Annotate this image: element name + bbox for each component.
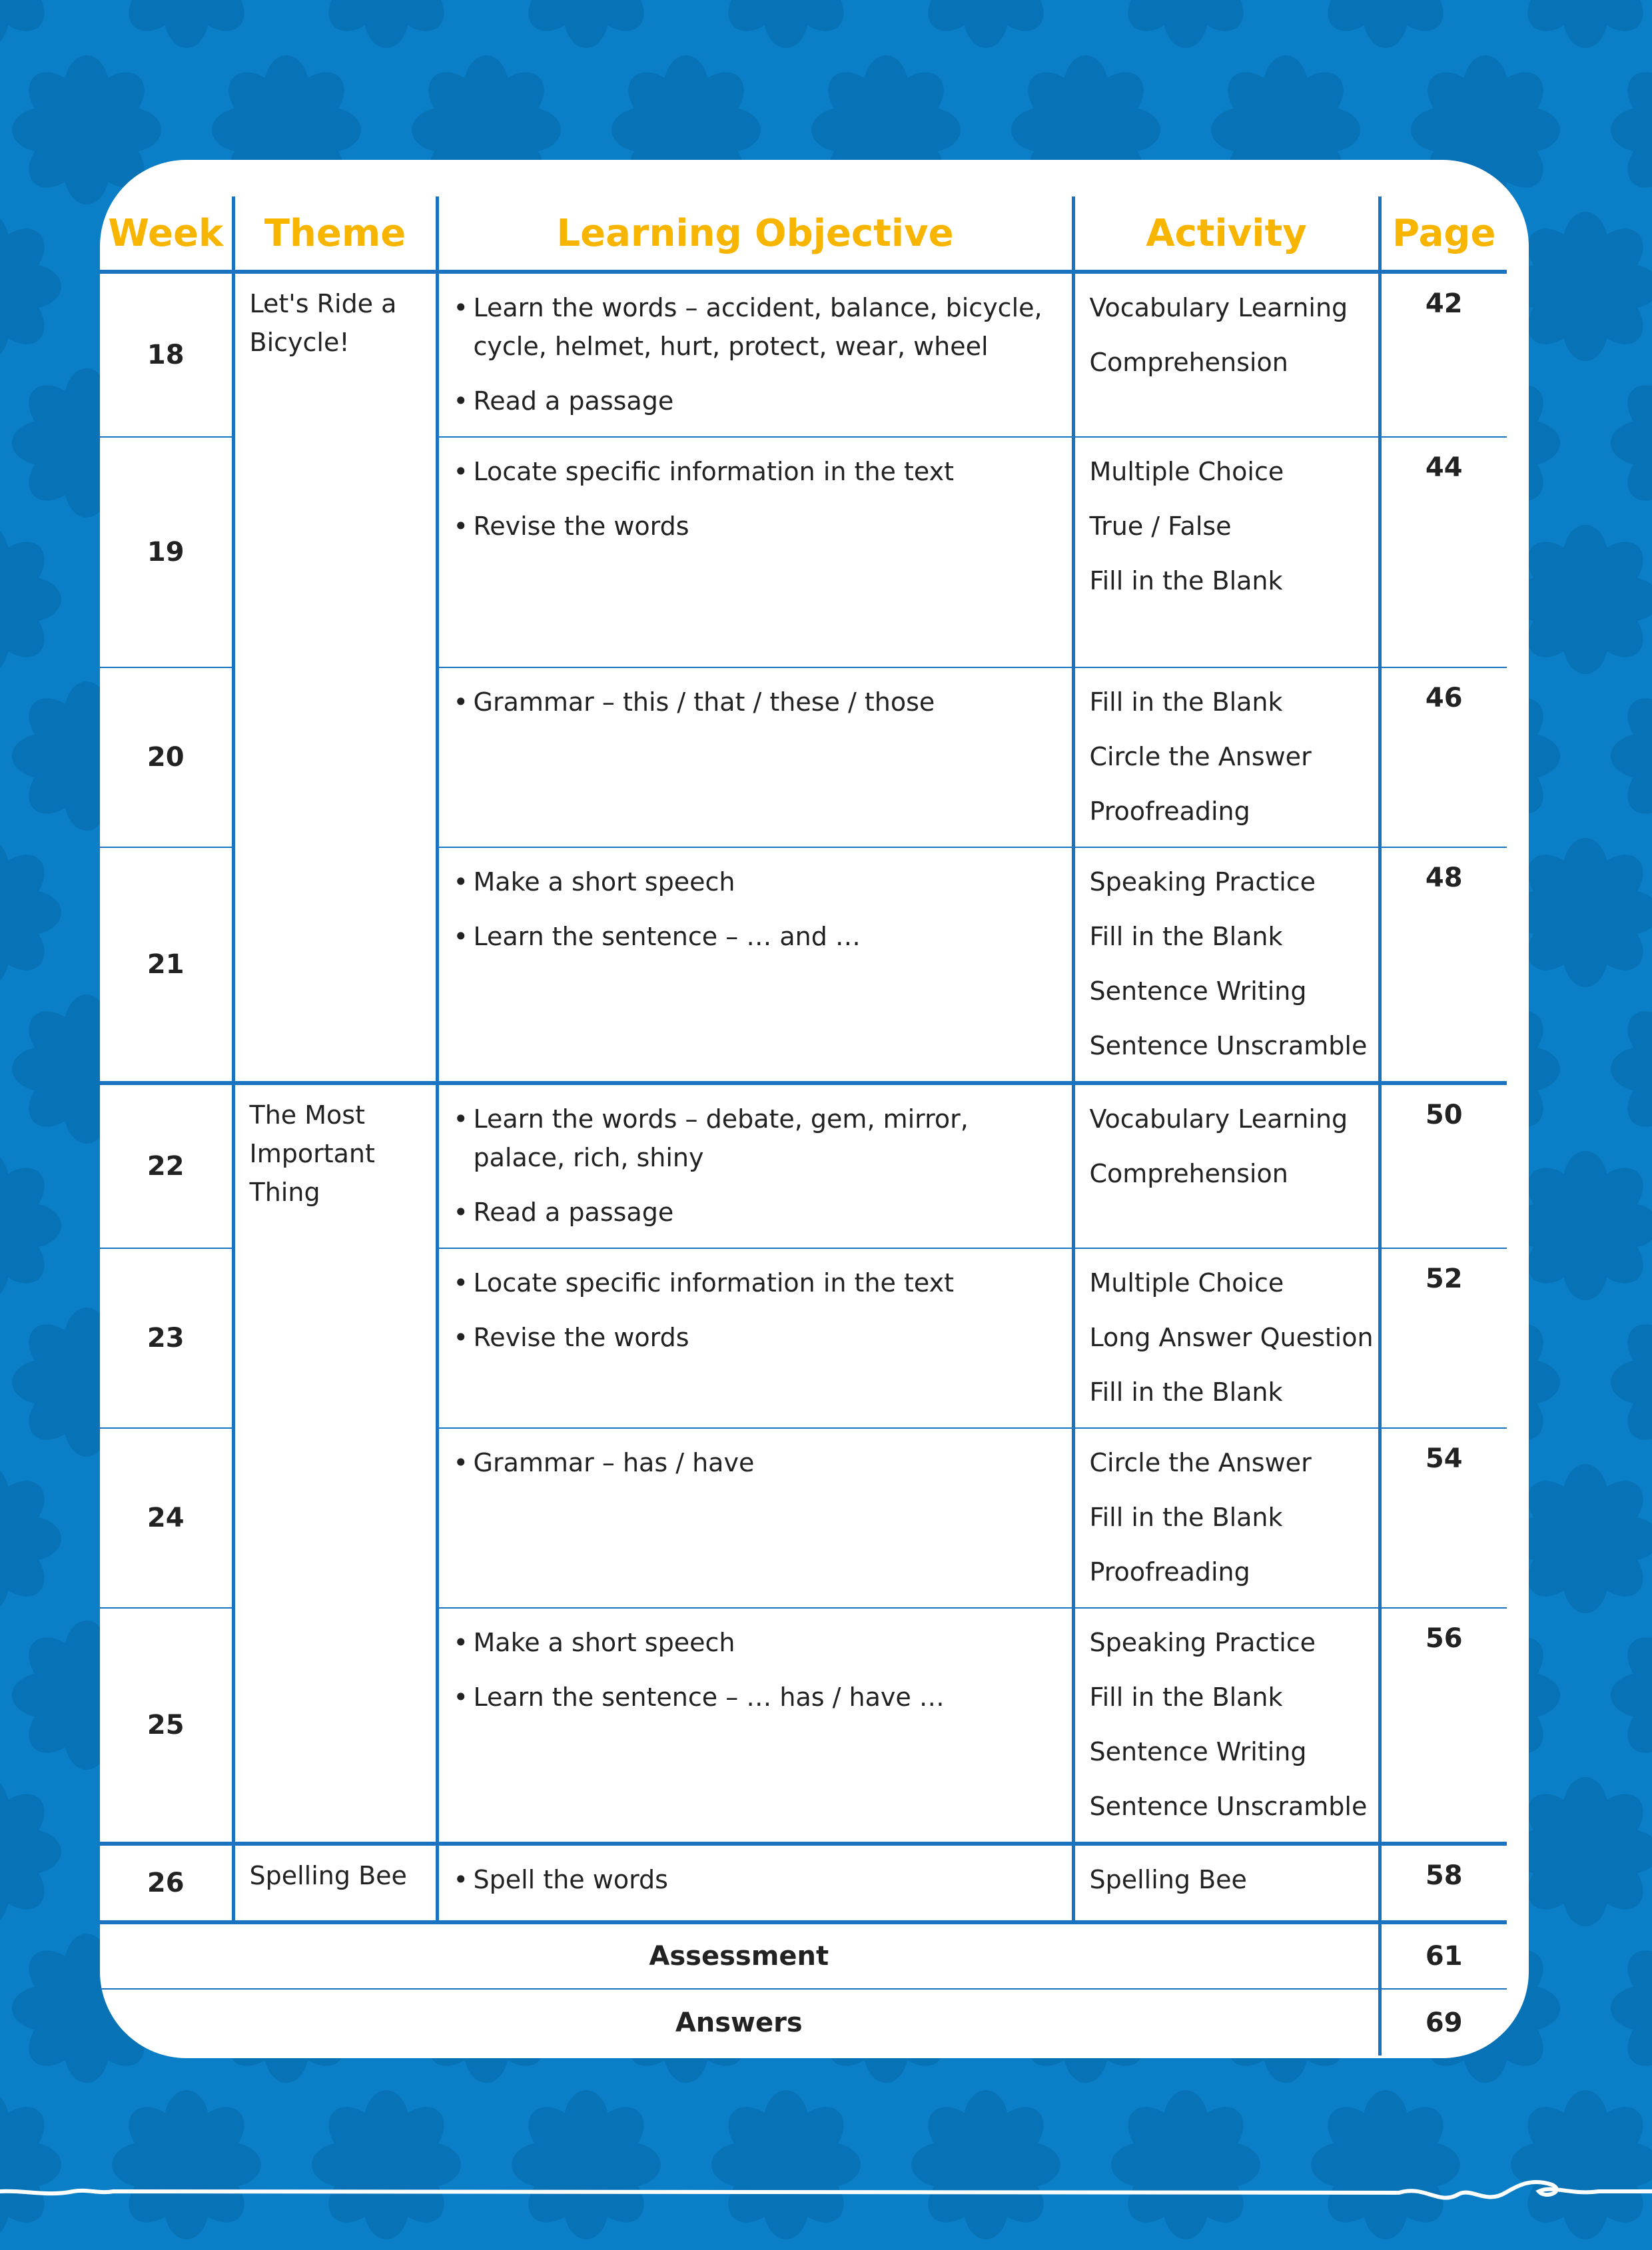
activity-item: Circle the Answer xyxy=(1089,742,1312,771)
assessment-label: Assessment xyxy=(100,1922,1380,1989)
activity-item: Comprehension xyxy=(1089,348,1288,377)
theme-name: Let's Ride a Bicycle! xyxy=(233,272,437,1083)
header-row xyxy=(100,196,1507,272)
activity-item: Proofreading xyxy=(1089,797,1250,826)
flower-shape xyxy=(1611,994,1652,1144)
answers-row xyxy=(100,1989,1507,2056)
flower-shape xyxy=(1611,55,1652,204)
objective-item: • Read a passage xyxy=(453,386,674,416)
page-number: 61 xyxy=(1380,1922,1507,1989)
flower-shape xyxy=(1511,838,1652,987)
objective-item: • Learn the words – accident, balance, bicycle, cycle, helmet, hurt, protect, wear, wheel xyxy=(453,293,1042,361)
activity-cell xyxy=(1073,1844,1380,1922)
page-number: 50 xyxy=(1380,1083,1507,1248)
flower-shape xyxy=(0,838,61,987)
page-number: 58 xyxy=(1380,1844,1507,1922)
objective-item: • Make a short speech xyxy=(453,867,735,897)
flower-shape xyxy=(1511,212,1652,361)
activity-item: Sentence Unscramble xyxy=(1089,1792,1368,1821)
activity-item: Fill in the Blank xyxy=(1089,1503,1283,1532)
objective-header: Learning Objective xyxy=(437,196,1073,272)
answers-label: Answers xyxy=(100,1989,1380,2056)
flower-shape xyxy=(1611,1621,1652,1770)
flower-shape xyxy=(1511,1464,1652,1613)
activity-item: Comprehension xyxy=(1089,1159,1288,1188)
activity-cell xyxy=(1073,1428,1380,1608)
activity-item: Sentence Writing xyxy=(1089,976,1307,1006)
flower-shape xyxy=(1611,1934,1652,2083)
objective-cell xyxy=(437,1844,1073,1922)
week-number: 23 xyxy=(100,1248,233,1428)
objective-cell xyxy=(437,1428,1073,1608)
flower-shape xyxy=(1511,1777,1652,1926)
activity-cell xyxy=(1073,847,1380,1083)
theme-name: Spelling Bee xyxy=(233,1844,437,1922)
objective-cell xyxy=(437,437,1073,667)
activity-item: Fill in the Blank xyxy=(1089,687,1283,717)
activity-item: Speaking Practice xyxy=(1089,867,1316,897)
flower-shape xyxy=(512,0,661,48)
objective-item: • Grammar – has / have xyxy=(453,1448,755,1477)
table-row xyxy=(100,1083,1507,1248)
activity-item: Fill in the Blank xyxy=(1089,1377,1283,1407)
objective-cell xyxy=(437,667,1073,847)
objective-cell xyxy=(437,1248,1073,1428)
activity-item: Multiple Choice xyxy=(1089,1268,1284,1298)
objective-item: • Revise the words xyxy=(453,1323,689,1352)
activity-item: Long Answer Question xyxy=(1089,1323,1374,1352)
flower-shape xyxy=(1611,681,1652,831)
flower-shape xyxy=(1311,0,1460,48)
activity-item: Fill in the Blank xyxy=(1089,566,1283,595)
table-row xyxy=(100,272,1507,437)
objective-item: • Grammar – this / that / these / those xyxy=(453,687,935,717)
objective-item: • Locate specific information in the text xyxy=(453,457,954,486)
week-number: 22 xyxy=(100,1083,233,1248)
flower-shape xyxy=(1511,1151,1652,1300)
week-number: 21 xyxy=(100,847,233,1083)
activity-item: Speaking Practice xyxy=(1089,1628,1316,1657)
objective-item: • Read a passage xyxy=(453,1198,674,1227)
flower-shape xyxy=(1611,368,1652,518)
page-number: 42 xyxy=(1380,272,1507,437)
table-row xyxy=(100,1844,1507,1922)
flower-shape xyxy=(0,212,61,361)
activity-cell xyxy=(1073,1248,1380,1428)
activity-item: Spelling Bee xyxy=(1089,1865,1247,1894)
contents-table xyxy=(100,196,1507,2056)
flower-shape xyxy=(0,1464,61,1613)
activity-item: Vocabulary Learning xyxy=(1089,1104,1348,1134)
flower-shape xyxy=(911,0,1060,48)
objective-item: • Make a short speech xyxy=(453,1628,735,1657)
activity-item: Circle the Answer xyxy=(1089,1448,1312,1477)
activity-item: Sentence Unscramble xyxy=(1089,1031,1368,1060)
flower-shape xyxy=(1511,525,1652,674)
flower-shape xyxy=(1611,1308,1652,1457)
flower-shape xyxy=(0,1777,61,1926)
objective-item: • Locate specific information in the text xyxy=(453,1268,954,1298)
week-header: Week xyxy=(100,196,233,272)
activity-item: True / False xyxy=(1089,512,1232,541)
objective-cell xyxy=(437,272,1073,437)
week-number: 26 xyxy=(100,1844,233,1922)
activity-item: Vocabulary Learning xyxy=(1089,293,1348,322)
activity-cell xyxy=(1073,667,1380,847)
page-number: 56 xyxy=(1380,1608,1507,1844)
page-number: 54 xyxy=(1380,1428,1507,1608)
page-number: 48 xyxy=(1380,847,1507,1083)
activity-header: Activity xyxy=(1073,196,1380,272)
activity-item: Multiple Choice xyxy=(1089,457,1284,486)
objective-item: • Spell the words xyxy=(453,1865,668,1894)
flower-shape xyxy=(711,0,861,48)
page-number: 52 xyxy=(1380,1248,1507,1428)
page-header: Page xyxy=(1380,196,1507,272)
page-number: 44 xyxy=(1380,437,1507,667)
flower-shape xyxy=(0,0,61,48)
activity-cell xyxy=(1073,272,1380,437)
decorative-scribble-line xyxy=(0,2165,1652,2231)
activity-cell xyxy=(1073,437,1380,667)
activity-item: Fill in the Blank xyxy=(1089,922,1283,951)
activity-item: Sentence Writing xyxy=(1089,1737,1307,1766)
activity-item: Fill in the Blank xyxy=(1089,1683,1283,1712)
week-number: 18 xyxy=(100,272,233,437)
week-number: 25 xyxy=(100,1608,233,1844)
page-number: 46 xyxy=(1380,667,1507,847)
objective-cell xyxy=(437,1083,1073,1248)
flower-shape xyxy=(1111,0,1260,48)
flower-shape xyxy=(0,1151,61,1300)
flower-shape xyxy=(1511,0,1652,48)
theme-name: The Most Important Thing xyxy=(233,1083,437,1844)
week-number: 20 xyxy=(100,667,233,847)
table-of-contents-card xyxy=(100,160,1529,2058)
objective-item: • Learn the sentence – … and … xyxy=(453,922,861,951)
flower-shape xyxy=(312,0,461,48)
flower-shape xyxy=(0,525,61,674)
page-number: 69 xyxy=(1380,1989,1507,2056)
objective-cell xyxy=(437,847,1073,1083)
flower-shape xyxy=(112,0,261,48)
assessment-row xyxy=(100,1922,1507,1989)
activity-cell xyxy=(1073,1083,1380,1248)
week-number: 24 xyxy=(100,1428,233,1608)
objective-item: • Learn the words – debate, gem, mirror, palace, rich, shiny xyxy=(453,1104,969,1172)
objective-item: • Revise the words xyxy=(453,512,689,541)
theme-header: Theme xyxy=(233,196,437,272)
objective-cell xyxy=(437,1608,1073,1844)
activity-cell xyxy=(1073,1608,1380,1844)
objective-item: • Learn the sentence – … has / have … xyxy=(453,1683,945,1712)
activity-item: Proofreading xyxy=(1089,1557,1250,1587)
week-number: 19 xyxy=(100,437,233,667)
